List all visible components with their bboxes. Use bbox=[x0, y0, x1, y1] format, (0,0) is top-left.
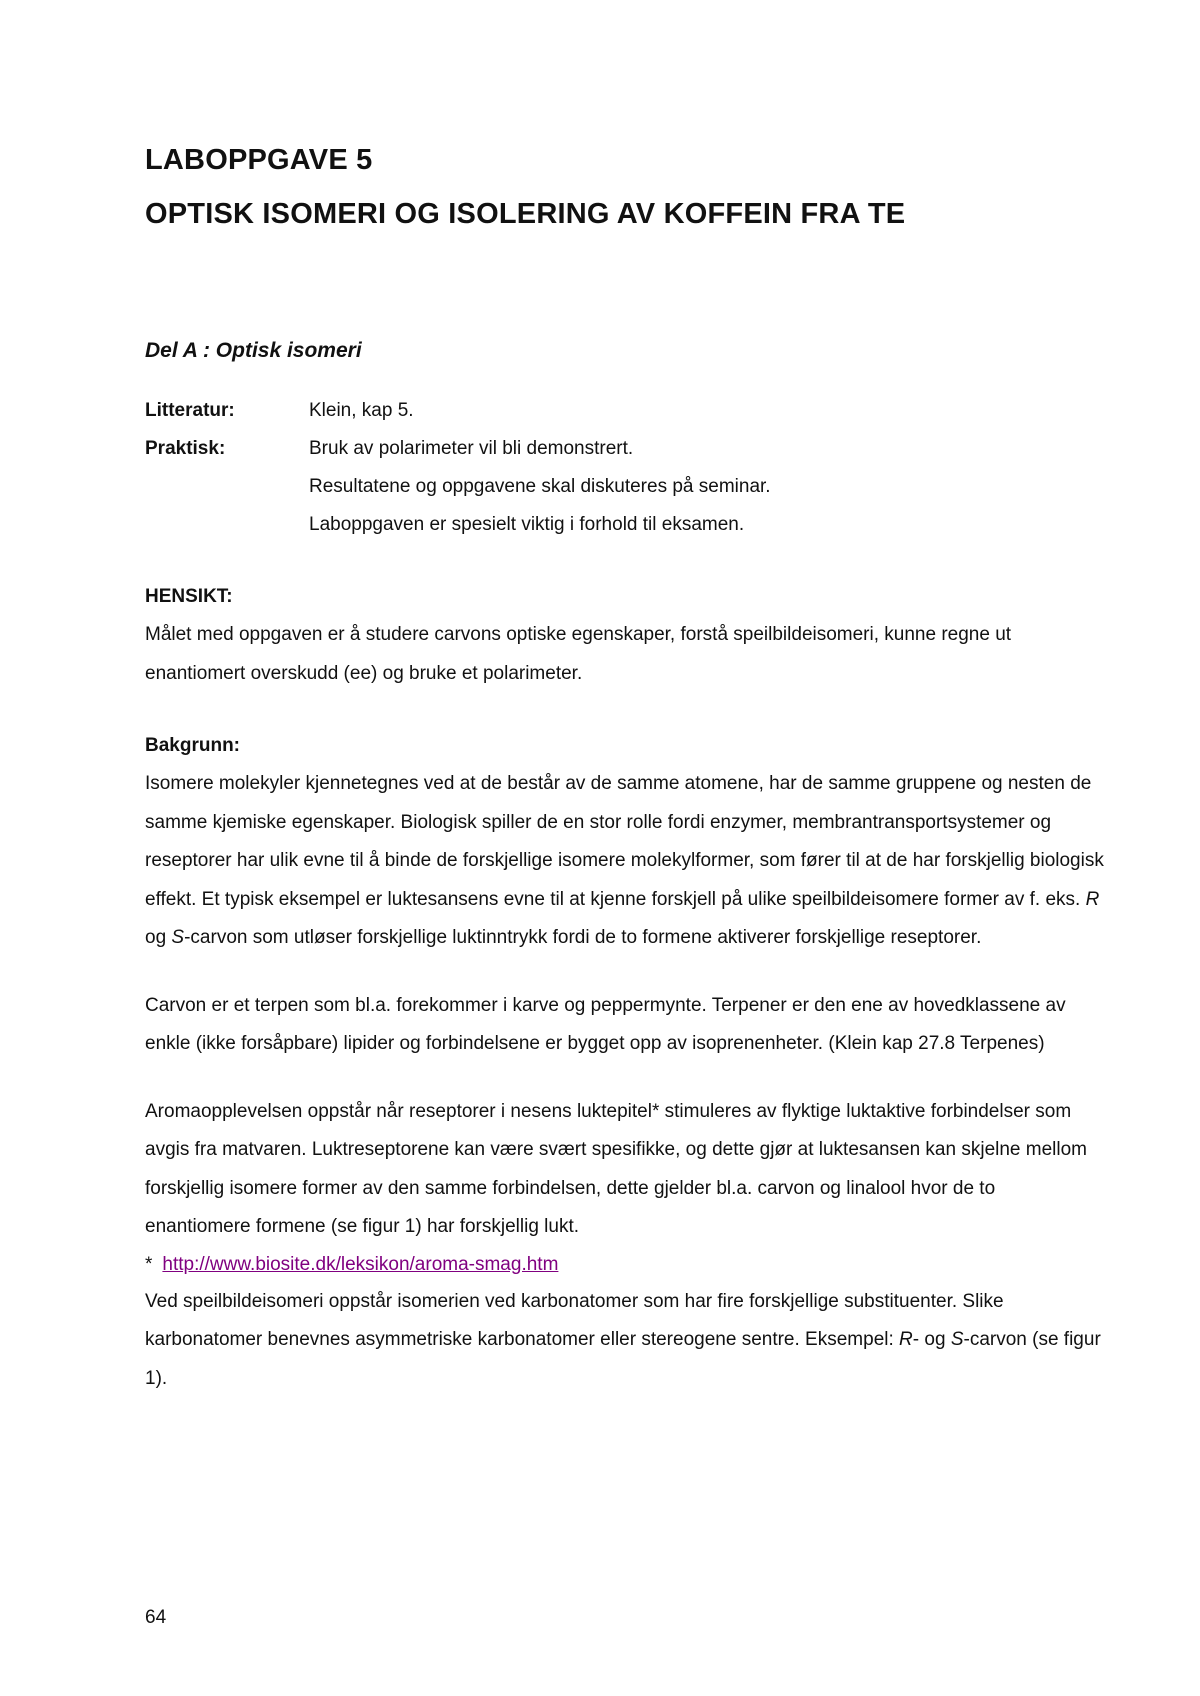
section-title: Del A : Optisk isomeri bbox=[145, 339, 362, 362]
bakgrunn-paragraph-3: Aromaopplevelsen oppstår når reseptorer i nesens luktepitel* stimuleres av flyktige luktaktive forbindelser som avgis fra matvaren. Luktreseptorene kan være svært spesifikke, og dette gjør at luktesansen kan skjelne mellom forskjellig isomere former av den samme forbindelsen, dette gjelder bl.a. carvon og linalool hvor de to enantiomere formene (se figur 1) har forskjellig lukt. bbox=[145, 1100, 1087, 1237]
text-span: Isomere molekyler kjennetegnes ved at de består av de samme atomene, har de samme gruppene og nesten de samme kjemiske egenskaper. Biologisk spiller de en stor rolle fordi enzymer, membrantransportsystemer og reseptorer har ulik evne til å binde de forskjellige isomere molekylformer, som fører til at de har forskjellig biologisk effekt. Et typisk eksempel er luktesansens evne til at kjenne forskjell på ulike speilbildeisomere former av f. eks. bbox=[145, 773, 1104, 910]
s-label: S bbox=[171, 927, 185, 948]
text-span: Ved speilbildeisomeri oppstår isomerien ved karbonatomer som har fire forskjellige substituenter. Slike karbonatomer benevnes asymmetriske karbonatomer eller stereogene sentre. Eksempel: bbox=[145, 1290, 1004, 1350]
litteratur-label: Litteratur: bbox=[145, 400, 235, 421]
text-span: -carvon (se figur 1). bbox=[145, 1329, 1101, 1389]
meta-row-praktisk-2 bbox=[145, 468, 1105, 506]
r-label: R bbox=[1085, 888, 1100, 910]
bakgrunn-paragraph-1 bbox=[145, 765, 1105, 958]
lab-subtitle: OPTISK ISOMERI OG ISOLERING AV KOFFEIN FRA TE bbox=[145, 198, 906, 230]
praktisk-label: Praktisk: bbox=[145, 438, 226, 459]
bakgrunn-paragraph-2: Carvon er et terpen som bl.a. forekommer i karve og peppermynte. Terpener er den ene av hovedklassene av enkle (ikke forsåpbare) lipider og forbindelsene er bygget opp av isoprenenheter. (Klein kap 27.8 Terpenes) bbox=[145, 994, 1066, 1054]
bakgrunn-heading: Bakgrunn: bbox=[145, 735, 240, 756]
page-content bbox=[145, 140, 1105, 1398]
praktisk-line: Bruk av polarimeter vil bli demonstrert. bbox=[309, 438, 634, 459]
meta-row-praktisk-3 bbox=[145, 506, 1105, 544]
footnote-link[interactable]: http://www.biosite.dk/leksikon/aroma-smag.htm bbox=[162, 1253, 559, 1275]
meta-row-praktisk bbox=[145, 430, 1105, 468]
r-label: R bbox=[899, 1329, 913, 1350]
praktisk-line: Laboppgaven er spesielt viktig i forhold til eksamen. bbox=[309, 514, 745, 535]
litteratur-value: Klein, kap 5. bbox=[309, 400, 414, 421]
s-label: S bbox=[950, 1329, 964, 1350]
footnote bbox=[145, 1247, 1105, 1283]
meta-label-spacer bbox=[145, 468, 309, 506]
praktisk-line: Resultatene og oppgavene skal diskuteres på seminar. bbox=[309, 476, 771, 497]
text-span: -carvon som utløser forskjellige luktinntrykk fordi de to formene aktiverer forskjellige reseptorer. bbox=[184, 927, 982, 948]
hensikt-heading: HENSIKT: bbox=[145, 586, 233, 607]
footnote-marker: * bbox=[145, 1253, 153, 1275]
hensikt-text: Målet med oppgaven er å studere carvons optiske egenskaper, forstå speilbildeisomeri, kunne regne ut enantiomert overskudd (ee) og bruke et polarimeter. bbox=[145, 624, 1012, 684]
bakgrunn-paragraph-4 bbox=[145, 1283, 1105, 1399]
page-number: 64 bbox=[145, 1607, 167, 1628]
text-span: - og bbox=[912, 1329, 951, 1350]
meta-block bbox=[145, 392, 1105, 544]
text-span: og bbox=[145, 927, 172, 948]
meta-label-spacer bbox=[145, 506, 309, 544]
meta-row-litteratur bbox=[145, 392, 1105, 430]
lab-title: LABOPPGAVE 5 bbox=[145, 144, 373, 176]
